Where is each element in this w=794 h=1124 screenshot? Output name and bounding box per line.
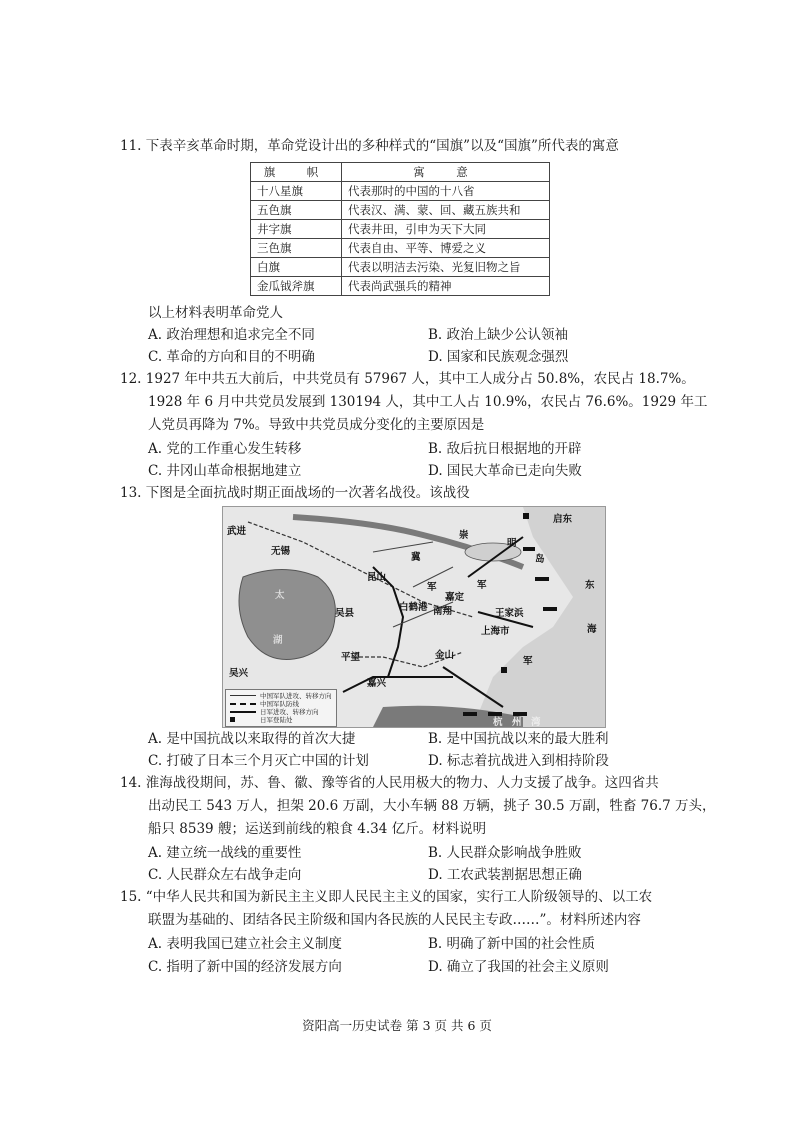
q13-stem: 13. 下图是全面抗战时期正面战场的一次著名战役。该战役 (120, 485, 470, 501)
q11-option-d[interactable]: D. 国家和民族观念强烈 (428, 349, 569, 365)
table-row (251, 239, 550, 258)
table-cell: 十八星旗 (251, 182, 342, 201)
map-label-dao: 岛 (535, 554, 545, 565)
flag-table (250, 162, 550, 296)
chinese-movement-arrow (373, 542, 433, 552)
q13-option-b[interactable]: B. 是中国抗战以来的最大胜利 (428, 731, 609, 747)
warship-icon (535, 577, 549, 581)
map-label-jiading: 嘉定 (445, 592, 465, 603)
table-cell: 金瓜钺斧旗 (251, 277, 342, 296)
legend-item: 日军进攻、转移方向 (260, 708, 319, 716)
table-cell: 代表汉、满、蒙、回、藏五族共和 (342, 201, 550, 220)
q14-line-1: 14. 淮海战役期间，苏、鲁、徽、豫等省的人民用极大的物力、人力支援了战争。这四省共 (120, 775, 659, 791)
table-row (251, 258, 550, 277)
q12-line-1: 12. 1927 年中共五大前后，中共党员有 57967 人，其中工人成分占 50.8%，农民占 18.7%。 (120, 371, 695, 387)
japanese-advance-arrow (343, 677, 453, 692)
map-label-wujin: 武进 (227, 526, 247, 537)
legend-item: 日军登陆处 (260, 716, 293, 724)
q14-option-c[interactable]: C. 人民群众左右战争走向 (148, 867, 302, 883)
warship-icon (543, 607, 557, 611)
landing-point-icon (523, 513, 529, 519)
table-cell: 代表自由、平等、博爱之义 (342, 239, 550, 258)
table-cell: 代表以明洁去污染、光复旧物之旨 (342, 258, 550, 277)
q15-option-b[interactable]: B. 明确了新中国的社会性质 (428, 936, 596, 952)
q12-option-a[interactable]: A. 党的工作重心发生转移 (148, 441, 302, 457)
map-label-ji: 冀 (411, 552, 421, 563)
legend-item: 中国军队防线 (260, 700, 299, 708)
q11-option-a[interactable]: A. 政治理想和追求完全不同 (148, 327, 315, 343)
table-cell: 三色旗 (251, 239, 342, 258)
q11-option-b[interactable]: B. 政治上缺少公认领袖 (428, 327, 569, 343)
table-header-cell: 旗 帜 (251, 163, 342, 182)
q15-option-a[interactable]: A. 表明我国已建立社会主义制度 (148, 936, 342, 952)
q11-follow: 以上材料表明革命党人 (148, 305, 283, 321)
map-label-wuxing: 吴兴 (229, 668, 249, 679)
table-cell: 五色旗 (251, 201, 342, 220)
map-label-hai: 海 (587, 624, 597, 635)
map-label-hu: 湖 (273, 635, 283, 646)
q13-option-a[interactable]: A. 是中国抗战以来取得的首次大捷 (148, 731, 356, 747)
map-label-wangjiabang: 王家浜 (495, 608, 524, 619)
table-header-cell: 寓 意 (342, 163, 550, 182)
q13-option-c[interactable]: C. 打破了日本三个月灭亡中国的计划 (148, 753, 369, 769)
q15-line-2: 联盟为基础的、团结各民主阶级和国内各民族的人民民主专政……”。材料所述内容 (148, 912, 641, 928)
q12-line-2: 1928 年 6 月中共党员发展到 130194 人，其中工人占 10.9%，农民占 76.6%。1929 年工 (148, 394, 708, 410)
table-row (251, 201, 550, 220)
legend-chinese-advance-symbol (230, 695, 256, 696)
map-label-chong: 崇 (459, 530, 469, 541)
taihu-lake (239, 570, 335, 660)
map-label-pingwang: 平望 (341, 652, 361, 663)
map-label-nanxiang: 南翔 (433, 606, 453, 617)
q14-line-3: 船只 8539 艘；运送到前线的粮食 4.34 亿斤。材料说明 (148, 821, 487, 837)
q12-option-c[interactable]: C. 井冈山革命根据地建立 (148, 463, 302, 479)
map-label-ming: 明 (507, 538, 517, 549)
q12-option-d[interactable]: D. 国民大革命已走向失败 (428, 463, 582, 479)
map-label-jun-1: 军 (427, 582, 437, 593)
page-footer: 资阳高一历史试卷 第 3 页 共 6 页 (302, 1018, 492, 1033)
landing-point-icon (501, 667, 507, 673)
q15-option-c[interactable]: C. 指明了新中国的经济发展方向 (148, 959, 342, 975)
map-label-jinshan: 金山 (435, 650, 455, 661)
legend-defense-line-symbol (230, 703, 256, 705)
map-label-wuxi: 无锡 (271, 546, 291, 557)
table-row (251, 277, 550, 296)
q11-option-c[interactable]: C. 革命的方向和目的不明确 (148, 349, 315, 365)
battle-map (222, 506, 606, 728)
table-cell: 代表尚武强兵的精神 (342, 277, 550, 296)
q13-option-d[interactable]: D. 标志着抗战进入到相持阶段 (428, 753, 609, 769)
q11-stem: 11. 下表辛亥革命时期，革命党设计出的多种样式的“国旗”以及“国旗”所代表的寓意 (120, 138, 619, 154)
legend-landing-symbol (230, 717, 235, 722)
map-label-dong: 东 (585, 580, 595, 591)
map-label-jun-3: 军 (523, 656, 533, 667)
q14-line-2: 出动民工 543 万人，担架 20.6 万副，大小车辆 88 万辆，挑子 30.5 万副，牲畜 76.7 万头， (148, 798, 716, 814)
table-cell: 白旗 (251, 258, 342, 277)
map-label-shanghai: 上海市 (481, 626, 510, 637)
table-cell: 井字旗 (251, 220, 342, 239)
map-label-baihegang: 白鹤港 (399, 602, 428, 613)
table-row (251, 220, 550, 239)
q15-line-1: 15. “中华人民共和国为新民主主义即人民民主主义的国家，实行工人阶级领导的、以工农 (120, 889, 653, 905)
q14-option-b[interactable]: B. 人民群众影响战争胜败 (428, 845, 582, 861)
map-label-kunshan: 昆山 (367, 572, 387, 583)
table-cell: 代表那时的中国的十八省 (342, 182, 550, 201)
warship-icon (523, 547, 535, 551)
warship-icon (463, 712, 477, 716)
q12-option-b[interactable]: B. 敌后抗日根据地的开辟 (428, 441, 582, 457)
q12-line-3: 人党员再降为 7%。导致中共党员成分变化的主要原因是 (148, 417, 485, 433)
map-label-jun-2: 军 (477, 580, 487, 591)
q14-option-d[interactable]: D. 工农武装割据思想正确 (428, 867, 582, 883)
map-label-qidong: 启东 (553, 514, 573, 525)
legend-item: 中国军队进攻、转移方向 (260, 692, 332, 700)
map-label-wuxian: 吴县 (335, 608, 355, 619)
q14-option-a[interactable]: A. 建立统一战线的重要性 (148, 845, 302, 861)
map-label-tai: 太 (275, 590, 285, 601)
q15-option-d[interactable]: D. 确立了我国的社会主义原则 (428, 959, 609, 975)
map-label-hangzhouwan: 杭 州 湾 (493, 717, 541, 728)
map-label-jiaxing: 嘉兴 (367, 678, 387, 689)
table-row (251, 182, 550, 201)
table-cell: 代表井田，引申为天下大同 (342, 220, 550, 239)
table-header-row (251, 163, 550, 182)
map-legend (225, 689, 337, 727)
legend-japanese-advance-symbol (230, 711, 256, 713)
